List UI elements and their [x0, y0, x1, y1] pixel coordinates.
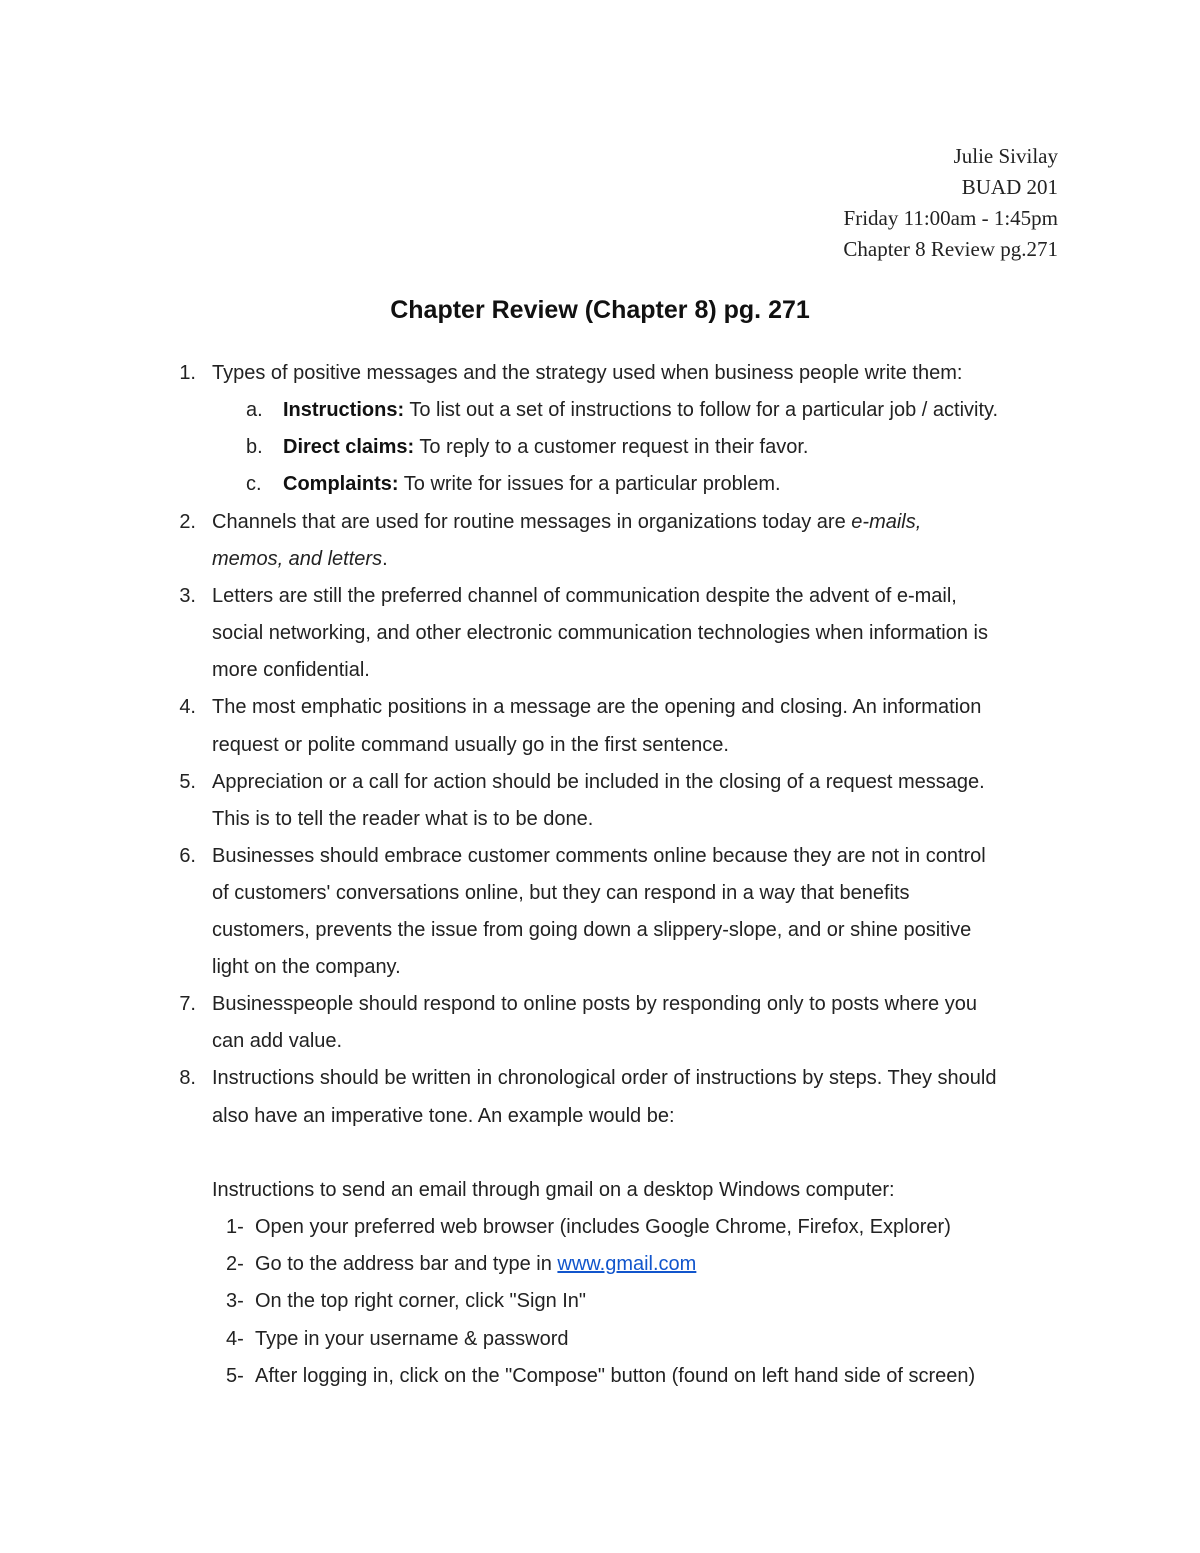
item-1a-text: To list out a set of instructions to follow for a particular job / activity. [404, 399, 999, 421]
item-1a [283, 397, 998, 423]
item-7-number: 7. [179, 993, 196, 1015]
step-2-number: 2- [226, 1253, 244, 1275]
step-3-text: On the top right corner, click "Sign In" [255, 1290, 587, 1312]
item-8-line-1: Instructions should be written in chronological order of instructions by steps. They should [212, 1067, 997, 1089]
item-6-line-4: light on the company. [212, 956, 401, 978]
item-2-period: . [382, 548, 388, 570]
item-2-italic: e-mails, [851, 511, 922, 533]
item-1a-term: Instructions: [283, 399, 405, 421]
class-schedule: Friday 11:00am - 1:45pm [843, 206, 1058, 230]
item-1b [283, 434, 808, 460]
item-8-number: 8. [179, 1067, 196, 1089]
item-2-line-2 [212, 546, 388, 572]
item-1b-text: To reply to a customer request in their favor. [414, 436, 809, 458]
item-2-number: 2. [179, 511, 196, 533]
item-4-line-1: The most emphatic positions in a message are the opening and closing. An information [212, 696, 982, 718]
item-2-line-1 [212, 509, 921, 535]
item-3-line-1: Letters are still the preferred channel of communication despite the advent of e-mail, [212, 585, 957, 607]
step-5-text: After logging in, click on the "Compose" button (found on left hand side of screen) [255, 1365, 976, 1387]
item-2-plain: Channels that are used for routine messages in organizations today are [212, 511, 852, 533]
step-4-number: 4- [226, 1328, 244, 1350]
item-1-text: Types of positive messages and the strategy used when business people write them: [212, 362, 963, 384]
item-5-line-2: This is to tell the reader what is to be done. [212, 808, 594, 830]
item-2-italic-2: memos, and letters [212, 548, 383, 570]
item-4-line-2: request or polite command usually go in the first sentence. [212, 734, 729, 756]
step-1-number: 1- [226, 1216, 244, 1238]
student-header [843, 141, 1058, 265]
item-5-line-1: Appreciation or a call for action should be included in the closing of a request message. [212, 771, 985, 793]
item-3-line-2: social networking, and other electronic communication technologies when information is [212, 622, 988, 644]
step-4-text: Type in your username & password [255, 1328, 569, 1350]
item-1b-letter: b. [246, 436, 263, 458]
step-2 [255, 1251, 696, 1277]
item-8-line-2: also have an imperative tone. An example would be: [212, 1105, 675, 1127]
item-4-number: 4. [179, 696, 196, 718]
step-1-text: Open your preferred web browser (includes Google Chrome, Firefox, Explorer) [255, 1216, 951, 1238]
item-1c-letter: c. [246, 473, 262, 495]
item-1a-letter: a. [246, 399, 263, 421]
item-5-number: 5. [179, 771, 196, 793]
step-5-number: 5- [226, 1365, 244, 1387]
item-7-line-1: Businesspeople should respond to online posts by responding only to posts where you [212, 993, 977, 1015]
item-7-line-2: can add value. [212, 1030, 343, 1052]
item-6-line-2: of customers' conversations online, but they can respond in a way that benefits [212, 882, 910, 904]
item-1c-text: To write for issues for a particular problem. [398, 473, 781, 495]
step-2-text: Go to the address bar and type in [255, 1253, 558, 1275]
item-1c [283, 471, 781, 497]
step-3-number: 3- [226, 1290, 244, 1312]
assignment-label: Chapter 8 Review pg.271 [843, 237, 1058, 261]
item-6-number: 6. [179, 845, 196, 867]
item-6-line-3: customers, prevents the issue from going down a slippery-slope, and or shine positive [212, 919, 972, 941]
course-code: BUAD 201 [961, 175, 1058, 199]
item-1b-term: Direct claims: [283, 436, 415, 458]
instructions-intro: Instructions to send an email through gmail on a desktop Windows computer: [212, 1179, 895, 1201]
item-1-number: 1. [179, 362, 196, 384]
item-3-number: 3. [179, 585, 196, 607]
document-title: Chapter Review (Chapter 8) pg. 271 [390, 296, 810, 324]
item-3-line-3: more confidential. [212, 659, 370, 681]
item-6-line-1: Businesses should embrace customer comments online because they are not in control [212, 845, 986, 867]
gmail-link[interactable]: www.gmail.com [557, 1253, 697, 1275]
student-name: Julie Sivilay [953, 144, 1058, 168]
item-1c-term: Complaints: [283, 473, 399, 495]
